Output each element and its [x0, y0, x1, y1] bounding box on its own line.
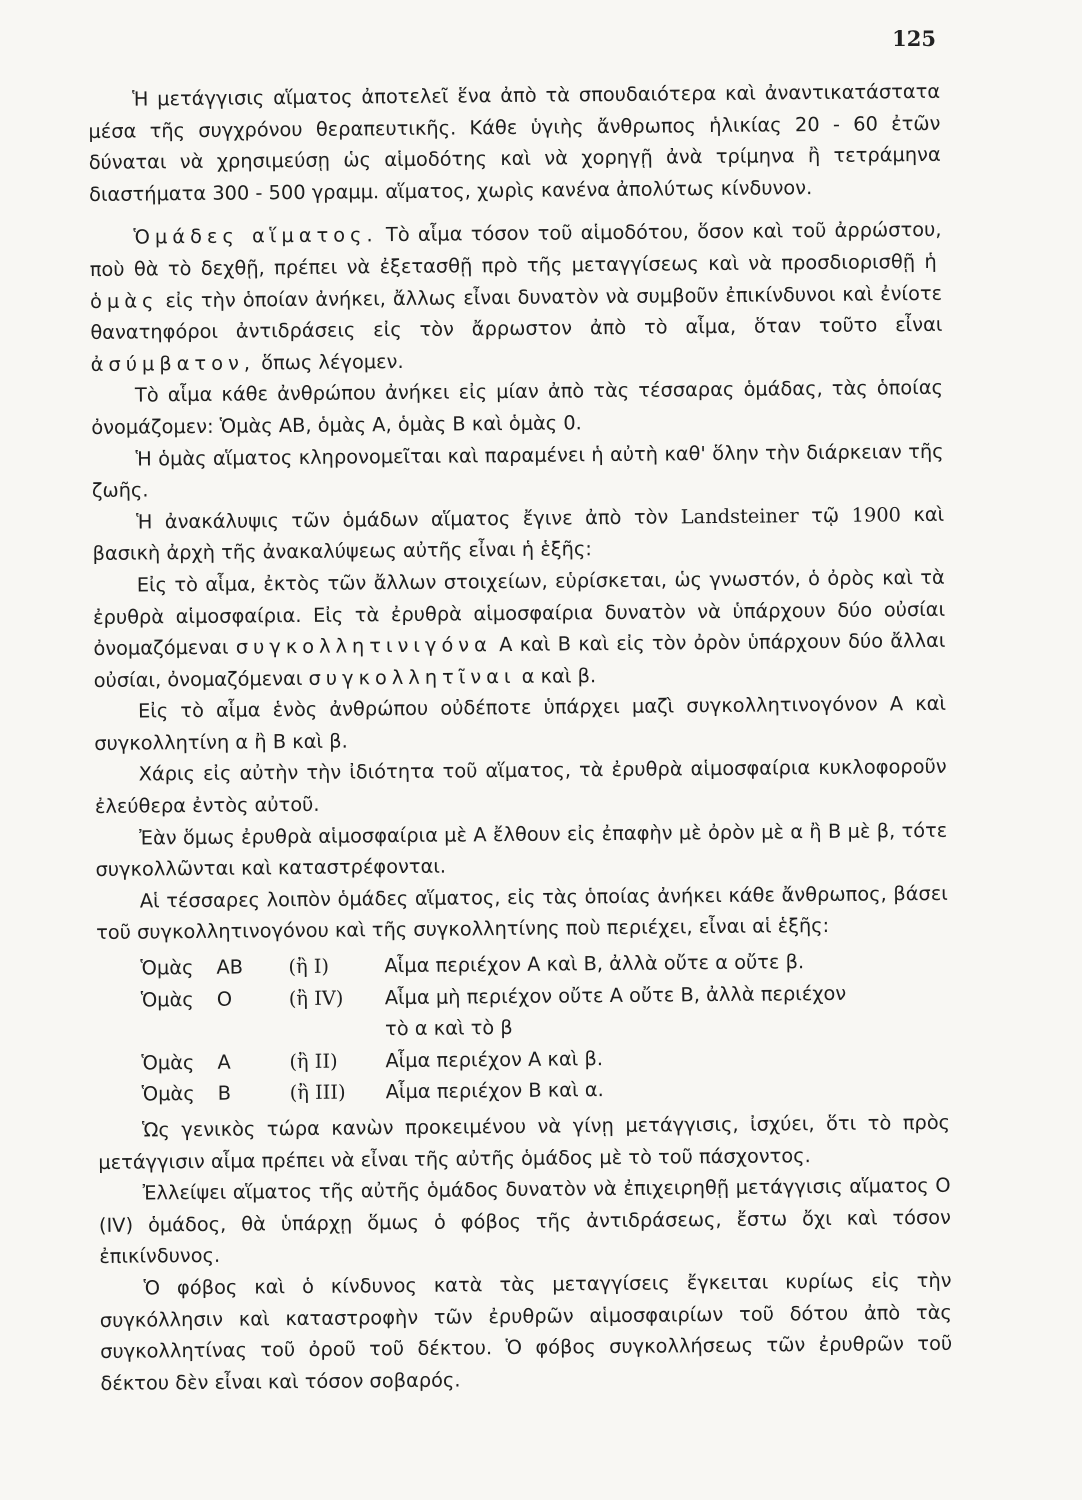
discovery-year: 1900	[851, 502, 902, 527]
paragraph-universal-donor: Ἐλλείψει αἵματος τῆς αὐτῆς ὁμάδος δυνατὸν νὰ ἐπιχειρηθῇ μετάγγισις αἵματος Ο (IV) ὁμάδος, θὰ ὑπάρχῃ ὅμως ὁ φόβος τῆς ἀντιδράσεως, ἔστω ὄχι καὶ τόσον ἐπικίνδυνος.	[98, 1173, 952, 1269]
blood-group-row-continuation: τὸ α καὶ τὸ β	[384, 1016, 513, 1041]
blood-group-row: Ὁμὰς Α (ἢ II) Αἷμα περιέχον Α καὶ β.	[141, 1046, 604, 1075]
page-number: 125	[892, 26, 936, 51]
paragraph-never-together: Εἰς τὸ αἷμα ἑνὸς ἀνθρώπου οὐδέποτε ὑπάρχει μαζὶ συγκολλητινογόνον Α καὶ συγκολλητίνη α ἢ Β καὶ β.	[94, 692, 947, 755]
paragraph-agglutinogens: Εἰς τὸ αἷμα, ἐκτὸς τῶν ἄλλων στοιχείων, εὑρίσκεται, ὡς γνωστόν, ὁ ὀρὸς καὶ τὰ ἐρυθρὰ αἱμοσφαίρια. Εἰς τὰ ἐρυθρὰ αἱμοσφαίρια δυνατὸν νὰ ὑπάρχουν δύο οὐσίαι ὀνομαζόμεναι συγκολλητινιγόνα Α καὶ Β καὶ εἰς τὸν ὀρὸν ὑπάρχουν δύο ἄλλαι οὐσίαι, ὀνομαζόμεναι συγκολλητῖναι α καὶ β.	[93, 565, 946, 692]
paragraph-four-groups: Τὸ αἷμα κάθε ἀνθρώπου ἀνήκει εἰς μίαν ἀπὸ τὰς τέσσαρας ὁμάδας, τὰς ὁποίας ὀνομάζομεν: Ὁμὰς ΑΒ, ὁμὰς Α, ὁμὰς Β καὶ ὁμὰς 0.	[91, 376, 944, 439]
blood-group-row: Ὁμὰς Ο (ἢ IV) Αἷμα μὴ περιέχον οὔτε Α οὔτε Β, ἀλλὰ περιέχον	[140, 981, 847, 1012]
paragraph-general-rule: Ὡς γενικὸς τώρα κανὼν προκειμένου νὰ γίνῃ μετάγγισις, ἰσχύει, ὅτι τὸ πρὸς μετάγγισιν αἷμα πρέπει νὰ εἶναι τῆς αὐτῆς ὁμάδος μὲ τὸ τοῦ πάσχοντος.	[98, 1110, 951, 1174]
section-heading-blood-groups: Ὁμάδες αἵματος.	[133, 223, 378, 249]
blood-group-list	[96, 945, 949, 1111]
paragraph-heredity: Ἡ ὁμὰς αἵματος κληρονομεῖται καὶ παραμένει ἡ αὐτὴ καθ' ὅλην τὴν διάρκειαν τῆς ζωῆς.	[91, 439, 944, 503]
paragraph-transfusion-intro: Ἡ μετάγγισις αἵματος ἀποτελεῖ ἕνα ἀπὸ τὰ σπουδαιότερα καὶ ἀναντικατάστατα μέσα τῆς συγχρόνου θεραπευτικῆς. Κάθε ὑγιὴς ἄνθρωπος ἡλικίας 20 - 60 ἐτῶν δύναται νὰ χρησιμεύσῃ ὡς αἱμοδότης καὶ νὰ χορηγῇ ἀνὰ τρίμηνα ἢ τετράμηνα διαστήματα 300 - 500 γραμμ. αἵματος, χωρὶς κανένα ἀπολύτως κίνδυνον.	[88, 79, 941, 206]
blood-group-row: Ὁμὰς Β (ἢ III) Αἷμα περιέχον Β καὶ α.	[141, 1078, 604, 1106]
paragraph-circulation: Χάρις εἰς αὐτὴν τὴν ἰδιότητα τοῦ αἵματος, τὰ ἐρυθρὰ αἱμοσφαίρια κυκλοφοροῦν ἐλεύθερα ἐντὸς αὐτοῦ.	[94, 755, 947, 819]
paragraph-risk: Ὁ φόβος καὶ ὁ κίνδυνος κατὰ τὰς μεταγγίσεις ἔγκειται κυρίως εἰς τὴν συγκόλλησιν καὶ καταστροφὴν τῶν ἐρυθρῶν αἱμοσφαιρίων τοῦ δότου ἀπὸ τὰς συγκολλητίνας τοῦ ὀροῦ τοῦ δέκτου. Ὁ φόβος συγκολλήσεως τῶν ἐρυθρῶν τοῦ δέκτου δὲν εἶναι καὶ τόσον σοβαρός.	[99, 1268, 953, 1395]
landsteiner-name: Landsteiner	[680, 503, 799, 529]
blood-group-row: Ὁμὰς ΑΒ (ἢ I) Αἷμα περιέχον Α καὶ Β, ἀλλὰ οὔτε α οὔτε β.	[140, 950, 805, 980]
paragraph-blood-groups: Ὁμάδες αἵματος. Τὸ αἷμα τόσον τοῦ αἱμοδότου, ὅσον καὶ τοῦ ἀρρώστου, ποὺ θὰ τὸ δεχθῇ, πρέπει νὰ ἐξετασθῇ πρὸ τῆς μεταγγίσεως καὶ νὰ προσδιορισθῇ ἡ ὁμὰς εἰς τὴν ὁποίαν ἀνήκει, ἄλλως εἶναι δυνατὸν νὰ συμβοῦν ἐπικίνδυνοι καὶ ἐνίοτε θανατηφόροι ἀντιδράσεις εἰς τὸν ἄρρωστον ἀπὸ τὸ αἷμα, ὅταν τοῦτο εἶναι ἀσύμβατον, ὅπως λέγομεν.	[89, 218, 943, 376]
paragraph-groups-intro: Αἱ τέσσαρες λοιπὸν ὁμάδες αἵματος, εἰς τὰς ὁποίας ἀνήκει κάθε ἄνθρωπος, βάσει τοῦ συγκολλητινογόνου καὶ τῆς συγκολλητίνης ποὺ περιέχει, εἶναι αἱ ἑξῆς:	[96, 881, 948, 945]
paragraph-discovery: Ἡ ἀνακάλυψις τῶν ὁμάδων αἵματος ἔγινε ἀπὸ τὸν Landsteiner τῷ 1900 καὶ βασικὴ ἀρχὴ τῆς ἀνακαλύψεως αὐτῆς εἶναι ἡ ἑξῆς:	[92, 502, 945, 566]
body-text	[88, 76, 953, 1399]
paragraph-agglutination: Ἐὰν ὅμως ἐρυθρὰ αἱμοσφαίρια μὲ Α ἔλθουν εἰς ἐπαφὴν μὲ ὀρὸν μὲ α ἢ Β μὲ β, τότε συγκολλῶνται καὶ καταστρέφονται.	[95, 818, 948, 882]
